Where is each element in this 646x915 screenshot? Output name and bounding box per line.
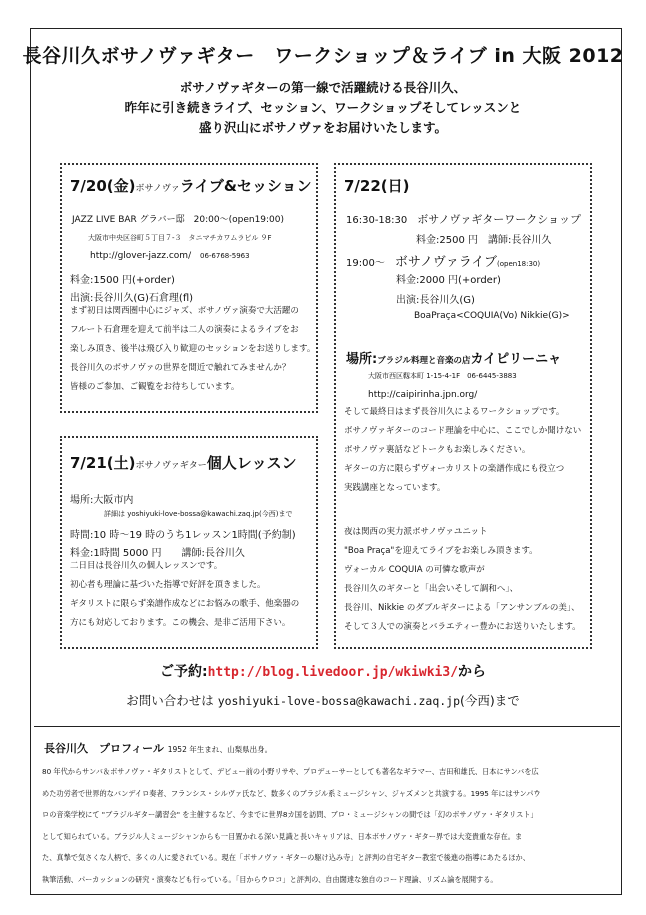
event3-desc-line: 方にも対応しております。この機会、是非ご活用下さい。 <box>70 618 291 628</box>
event3-place: 場所:大阪市内 <box>70 495 134 506</box>
event2-live: 19:00～ ボサノヴァライブ(open18:30) <box>346 255 541 270</box>
reservation-line: ご予約:http://blog.livedoor.jp/wkiwki3/から <box>159 664 487 680</box>
event1-fee: 料金:1500 円(+order) <box>70 275 175 286</box>
event3-desc-line: 二日目は長谷川久の個人レッスンです。 <box>70 561 223 571</box>
event2-url[interactable]: http://caipirinha.jpn.org/ <box>368 390 478 400</box>
event1-performers: 出演:長谷川久(G)石倉理(fl) <box>70 293 194 304</box>
event1-venue: JAZZ LIVE BAR グラバー邸 20:00～(open19:00) <box>72 215 285 225</box>
profile-body <box>42 761 614 890</box>
profile-line: めた功労者で世界的なバンデイロ奏者、フランシス・シルヴァ氏など、数多くのブラジル系ミュージシャン、ジャズメンと共演する。1995 年にはサンパウ <box>42 788 541 798</box>
event1-heading: 7/20(金)ボサノヴァライブ&セッション <box>70 177 312 195</box>
event3-time: 時間:10 時～19 時のうち1レッスン1時間(予約制) <box>70 530 296 541</box>
page-title: 長谷川久ボサノヴァギター ワークショップ＆ライブ in 大阪 2012 <box>22 45 624 67</box>
event-box-0722 <box>334 163 592 649</box>
profile-line: 80 年代からサンバ＆ボサノヴァ・ギタリストとして、デビュー前の小野リサや、プロデューサーとしても著名なギラマー、吉田和雄氏、日本にサンバを広 <box>42 767 539 776</box>
event1-phone: 06-6768-5963 <box>199 252 250 260</box>
contact-email[interactable]: yoshiyuki-love-bossa@kawachi.zaq.jp <box>217 694 461 708</box>
event-box-0721 <box>60 436 318 649</box>
event1-desc-line: 楽しみ頂き、後半は飛び入り歓迎のセッションをお送りします。 <box>70 344 316 354</box>
profile-line: として知られている。ブラジル人ミュージシャンからも一目置かれる深い見識と長いキャリアは、日本ボサノヴァ・ギター界では大変貴重な存在。ま <box>42 831 523 841</box>
intro-line-3: 盛り沢山にボサノヴァをお届けいたします。 <box>198 120 447 135</box>
event1-desc-line: まず初日は関西圏中心にジャズ、ボサノヴァ演奏で大活躍の <box>70 306 299 316</box>
event2-desc-line: 夜は関西の実力派ボサノヴァユニット <box>344 527 488 537</box>
event2-place: 場所:ブラジル料理と音楽の店カイピリーニャ <box>346 352 562 367</box>
event2-live-fee: 料金:2000 円(+order) <box>396 275 501 286</box>
profile-line: ロの音楽学校にて "ブラジルギター講習会" を主催するなど、今までに世界8カ国を訪問、ブロ・ミュージシャンの間では「幻のボサノヴァ・ギタリスト」 <box>42 810 538 819</box>
event2-live-guests: BoaPraça<COQUIA(Vo) Nikkie(G)> <box>414 311 570 321</box>
event2-live-performers: 出演:長谷川久(G) <box>396 295 475 306</box>
event2-desc-line: ギターの方に限らずヴォーカリストの楽譜作成にも役立つ <box>344 464 565 474</box>
event2-workshop: 16:30-18:30 ボサノヴァギターワークショップ <box>346 213 582 226</box>
profile-divider <box>34 726 620 727</box>
event2-address: 大阪市西区靱本町 1-15-4-1F 06-6445-3883 <box>368 372 517 380</box>
event2-desc-line: 実践講座となっています。 <box>344 483 446 493</box>
reservation-url[interactable]: http://blog.livedoor.jp/wkiwki3/ <box>207 665 459 680</box>
event1-address: 大阪市中央区谷町５丁目７-３ タニマチカワムラビル ９F <box>88 234 272 242</box>
event2-date: 7/22(日) <box>344 177 410 195</box>
event2-workshop-fee: 料金:2500 円 講師:長谷川久 <box>416 235 552 246</box>
event2-desc-line: ヴォーカル COQUIA の可憐な歌声が <box>344 565 485 575</box>
event3-desc-line: ギタリストに限らず楽譜作成などにお悩みの歌手、他楽器の <box>70 599 300 609</box>
event1-url[interactable]: http://glover-jazz.com/ <box>90 251 192 261</box>
event2-desc-line: 長谷川、Nikkie のダブルギターによる「アンサンブルの美」、 <box>344 603 580 613</box>
event3-desc-line: 初心者も理論に基づいた指導で好評を頂きました。 <box>70 580 266 590</box>
event1-desc-line: 皆様のご参加、ご観覧をお待ちしています。 <box>70 382 240 392</box>
event1-desc-line: フルート石倉理を迎えて前半は二人の演奏によるライブをお <box>70 325 299 335</box>
intro-line-2: 昨年に引き続きライブ、セッション、ワークショップそしてレッスンと <box>124 100 522 115</box>
profile-line: 執筆活動、パーカッションの研究・演奏なども行っている。「目からウロコ」と評判の、自由闊達な独自のコード理論、リズム論を展開する。 <box>42 874 498 884</box>
event-box-0720 <box>60 163 318 413</box>
profile-heading: 長谷川久 プロフィール 1952 年生まれ、山梨県出身。 <box>44 742 273 755</box>
event3-contact: 詳細は yoshiyuki-love-bossa@kawachi.zaq.jp(今西)まで <box>104 510 293 518</box>
event3-heading: 7/21(土)ボサノヴァギター個人レッスン <box>70 454 297 472</box>
event2-desc-line: ボサノヴァ裏話などトークもお楽しみください。 <box>344 445 531 455</box>
event2-desc-line: "Boa Praça"を迎えてライブをお楽しみ頂きます。 <box>344 546 538 556</box>
event2-desc-line: 長谷川久のギターと「出会いそして調和へ」、 <box>344 584 519 594</box>
event3-fee: 料金:1時間 5000 円 講師:長谷川久 <box>70 548 245 559</box>
event2-desc-line: ボサノヴァギターのコード理論を中心に、ここでしか聞けない <box>344 426 582 436</box>
event1-desc-line: 長谷川久のボサノヴァの世界を間近で触れてみませんか？ <box>70 363 291 373</box>
contact-line: お問い合わせは yoshiyuki-love-bossa@kawachi.zaq.jp(今西)まで <box>126 693 520 708</box>
event2-desc-line: そして３人での演奏とバラエティー豊かにお送りいたします。 <box>344 622 581 632</box>
event2-desc-line: そして最終日はまず長谷川久によるワークショップです。 <box>344 407 565 417</box>
profile-line: た、真摯で気さくな人柄で、多くの人に愛されている。現在「ボサノヴァ・ギターの駆け込み寺」と評判の自宅ギター教室で後進の指導にあたるほか、 <box>42 853 530 862</box>
intro-line-1: ボサノヴァギターの第一線で活躍続ける長谷川久、 <box>179 80 467 95</box>
